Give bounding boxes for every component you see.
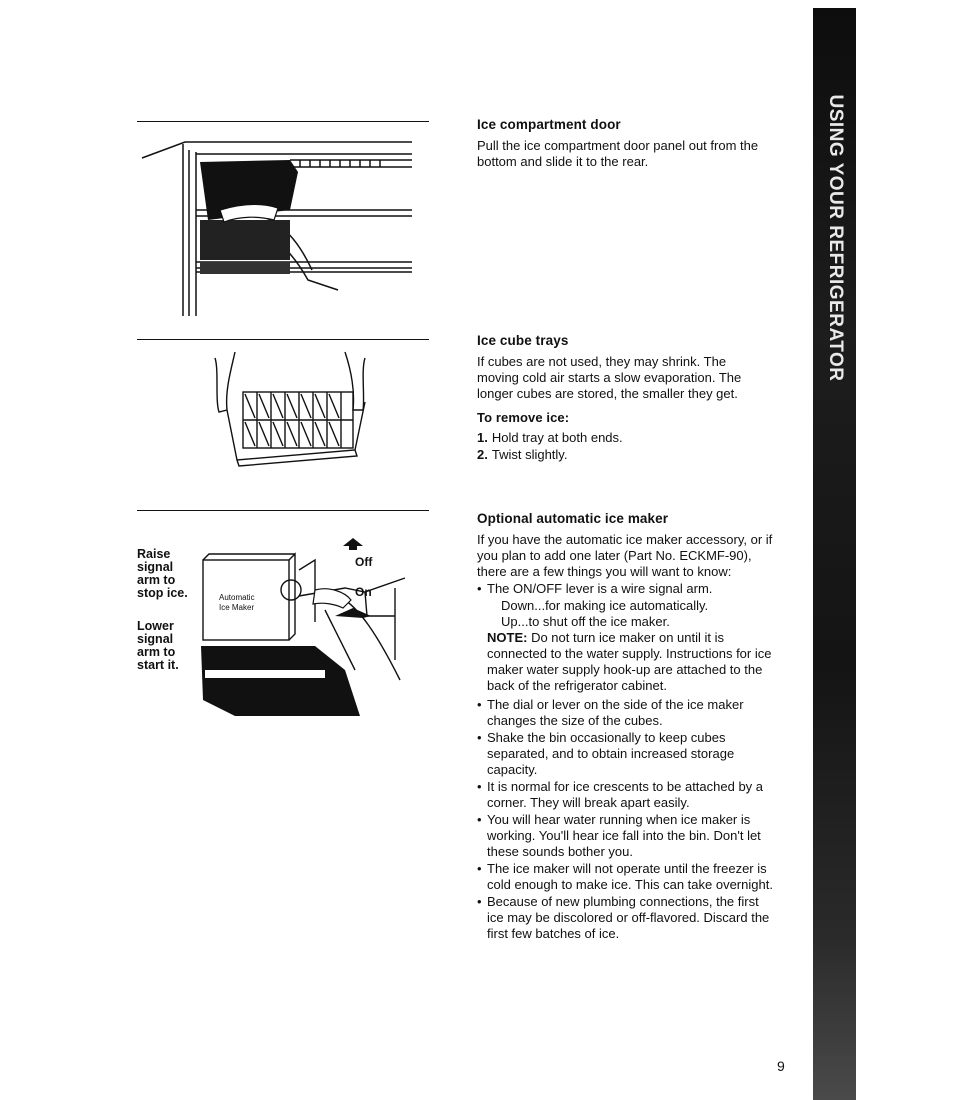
list-item: • The dial or lever on the side of the ice maker changes the size of the cubes.: [477, 697, 775, 729]
off-label: Off: [355, 555, 373, 569]
note-paragraph: [477, 630, 772, 694]
signal-arm-up: Up...to shut off the ice maker.: [501, 614, 670, 629]
section-rule-3: [137, 510, 429, 511]
page-number: 9: [777, 1058, 785, 1074]
lower-signal-arm-label: Lower signal arm to start it.: [137, 619, 179, 672]
section-rule-1: [137, 121, 429, 122]
ice-maker-box-label-2: Ice Maker: [219, 603, 255, 612]
note-text: Do not turn ice maker on until it is connected to the water supply. Instructions for ice maker water supply hook-up are attached to the back of the refrigerator cabinet.: [487, 630, 772, 693]
step-item: 2. Twist slightly.: [477, 447, 568, 462]
ice-compartment-door-section: [477, 117, 777, 170]
ice-compartment-door-illustration: [140, 130, 420, 320]
raise-signal-arm-label: Raise signal arm to stop ice.: [137, 547, 188, 600]
list-item: • You will hear water running when ice maker is working. You'll hear ice fall into the bin. Don't let these sounds bother you.: [477, 812, 775, 860]
to-remove-ice-heading: To remove ice:: [477, 410, 570, 425]
list-item: • Shake the bin occasionally to keep cubes separated, and to obtain increased storage capacity.: [477, 730, 775, 778]
ice-maker-bullets-more: [477, 697, 775, 942]
ice-cube-tray-illustration: [205, 350, 375, 470]
signal-arm-down: Down...for making ice automatically.: [501, 598, 709, 613]
ice-compartment-door-text: Pull the ice compartment door panel out from the bottom and slide it to the rear.: [477, 138, 759, 169]
step-item: 1. Hold tray at both ends.: [477, 430, 623, 445]
ice-compartment-door-heading: Ice compartment door: [477, 117, 621, 132]
note-label: NOTE:: [487, 630, 528, 645]
list-item: • It is normal for ice crescents to be attached by a corner. They will break apart easily.: [477, 779, 775, 811]
side-tab-label: USING YOUR REFRIGERATOR: [824, 94, 846, 382]
section-side-tab: [813, 8, 856, 1100]
ice-cube-trays-section: [477, 333, 777, 463]
ice-maker-intro: If you have the automatic ice maker accessory, or if you plan to add one later (Part No. ECKMF-90), there are a few things you will want to know:: [477, 532, 773, 579]
ice-maker-box-label-1: Automatic: [219, 593, 255, 602]
ice-maker-bullets: [477, 581, 777, 597]
ice-cube-trays-heading: Ice cube trays: [477, 333, 569, 348]
ice-maker-heading: Optional automatic ice maker: [477, 511, 669, 526]
section-rule-2: [137, 339, 429, 340]
list-item: • The ON/OFF lever is a wire signal arm.: [477, 581, 777, 597]
ice-cube-trays-text: If cubes are not used, they may shrink. The moving cold air starts a slow evaporation. The longer cubes are stored, the smaller they get.: [477, 354, 742, 401]
list-item: • The ice maker will not operate until the freezer is cold enough to make ice. This can take overnight.: [477, 861, 775, 893]
on-label: On: [355, 585, 372, 599]
list-item: • Because of new plumbing connections, the first ice may be discolored or off-flavored. Discard the first few batches of ice.: [477, 894, 775, 942]
ice-maker-illustration: [195, 530, 410, 720]
ice-maker-section: [477, 511, 777, 943]
remove-ice-steps: [477, 429, 777, 463]
